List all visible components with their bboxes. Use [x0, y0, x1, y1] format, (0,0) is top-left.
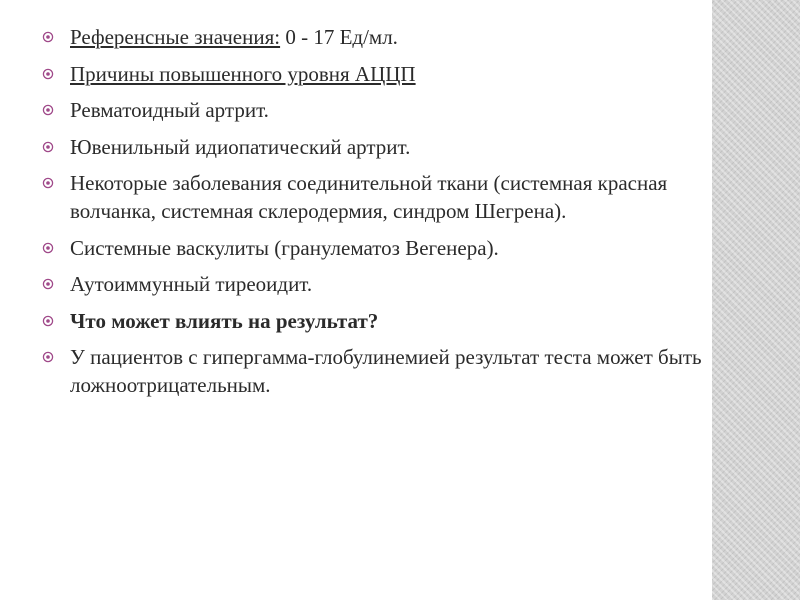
ring-bullet-icon	[42, 177, 54, 189]
reference-value: 0 - 17 Ед/мл.	[280, 25, 398, 49]
slide-content	[40, 23, 710, 408]
list-item	[40, 133, 710, 161]
decorative-side-band	[712, 0, 800, 600]
ring-bullet-icon	[42, 141, 54, 153]
causes-heading: Причины повышенного уровня АЦЦП	[70, 61, 416, 86]
list-item-text: Системные васкулиты (гранулематоз Вегенера).	[70, 235, 499, 260]
list-item	[40, 343, 710, 399]
list-item-text: Ювенильный идиопатический артрит.	[70, 134, 411, 159]
ring-bullet-icon	[42, 315, 54, 327]
ring-bullet-icon	[42, 104, 54, 116]
list-item-causes-heading	[40, 60, 710, 88]
ring-bullet-icon	[42, 351, 54, 363]
ring-bullet-icon	[42, 242, 54, 254]
ring-bullet-icon	[42, 68, 54, 80]
list-item	[40, 234, 710, 262]
list-item-text	[70, 23, 710, 51]
reference-label: Референсные значения:	[70, 25, 281, 49]
list-item-question-heading	[40, 307, 710, 335]
list-item-text: У пациентов с гипергамма-глобулинемией результат теста может быть ложноотрицательным.	[70, 345, 702, 397]
list-item	[40, 270, 710, 298]
bullet-list	[40, 23, 710, 399]
list-item	[40, 169, 710, 225]
list-item-text: Аутоиммунный тиреоидит.	[70, 272, 313, 296]
list-item-text: Ревматоидный артрит.	[70, 98, 269, 122]
list-item	[40, 96, 710, 124]
list-item-text: Некоторые заболевания соединительной ткани (системная красная волчанка, системная склеродермия, синдром Шегрена).	[70, 171, 668, 223]
ring-bullet-icon	[42, 278, 54, 290]
ring-bullet-icon	[42, 31, 54, 43]
list-item-reference-values	[40, 23, 710, 51]
question-heading: Что может влиять на результат?	[70, 308, 379, 333]
